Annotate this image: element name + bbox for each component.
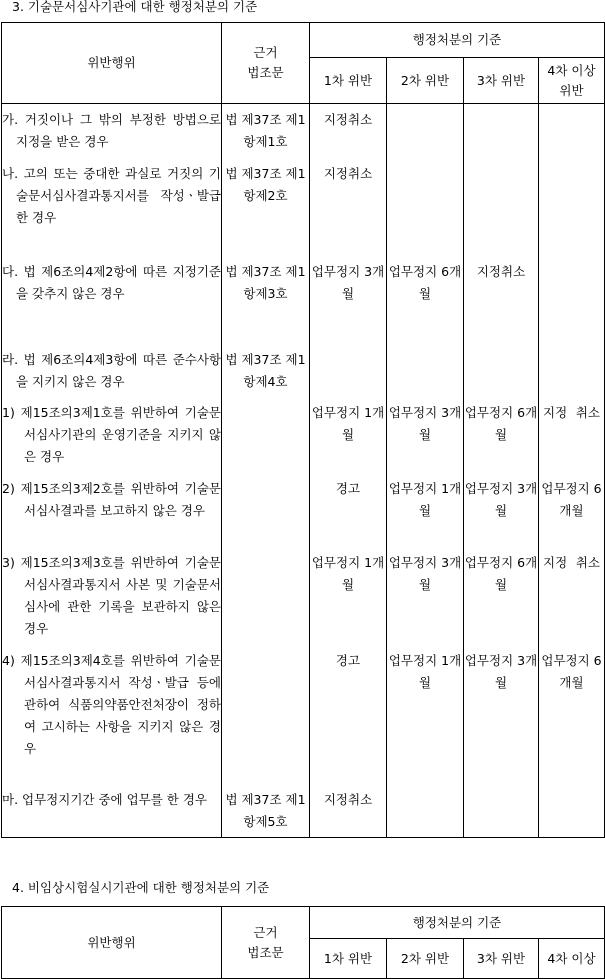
second-ra-3: 업무정지 3개월 [388, 555, 462, 592]
violation-column [2, 104, 222, 838]
violation-ra-3: 3) 제15조의3제3호를 위반하여 기술문서심사결과통지서 사본 및 기술문서심사에 관한 기록을 보관하지 않은 경우 [2, 555, 221, 636]
section4-header-third: 3차 위반 [464, 939, 539, 979]
section4-header-criteria: 행정처분의 기준 [310, 907, 605, 939]
third-ra-3: 업무정지 6개월 [464, 555, 538, 592]
law-da: 법 제37조 제1항제3호 [225, 264, 306, 301]
violation-ga: 가. 거짓이나 그 밖의 부정한 방법으로 지정을 받은 경우 [2, 112, 221, 149]
section4-table [1, 906, 605, 979]
section3-table [1, 22, 605, 838]
law-na: 법 제37조 제1항제2호 [225, 166, 306, 203]
violation-ra: 라. 법 제6조의4제3항에 따른 준수사항을 지키지 않은 경우 [2, 352, 221, 389]
violation-ra-4: 4) 제15조의3제4호를 위반하여 기술문서심사결과통지서 작성ㆍ발급 등에 관하여 식품의약품안전처장이 정하여 고시하는 사항을 지키지 않은 경우 [2, 653, 221, 756]
first-ra-2: 경고 [335, 481, 361, 496]
section4-header-law-label: 근거 법조문 [247, 924, 284, 960]
violation-da: 다. 법 제6조의4제2항에 따른 지정기준을 갖추지 않은 경우 [2, 264, 221, 301]
law-ma: 법 제37조 제1항제5호 [225, 792, 306, 829]
third-column [464, 104, 539, 838]
fourth-ra-3: 지정 취소 [543, 555, 600, 570]
fourth-ra-1: 지정 취소 [543, 405, 600, 420]
section4-header-law [222, 907, 310, 979]
law-ga: 법 제37조 제1항제1호 [225, 112, 306, 149]
header-first: 1차 위반 [310, 58, 387, 104]
header-violation: 위반행위 [2, 23, 222, 104]
section4-header-second: 2차 위반 [387, 939, 464, 979]
header-fourth [539, 58, 605, 104]
second-da: 업무정지 6개월 [388, 264, 462, 301]
violation-na: 나. 고의 또는 중대한 과실로 거짓의 기술문서심사결과통지서를 작성ㆍ발급한 경우 [2, 166, 221, 225]
header-second: 2차 위반 [387, 58, 464, 104]
second-column [387, 104, 464, 838]
first-da: 업무정지 3개월 [311, 264, 385, 301]
first-ma: 지정취소 [323, 792, 373, 807]
first-ra-3: 업무정지 1개월 [311, 555, 385, 592]
first-ra-4: 경고 [335, 653, 361, 668]
fourth-column [539, 104, 605, 838]
third-ra-4: 업무정지 3개월 [464, 653, 538, 690]
second-ra-4: 업무정지 1개월 [388, 653, 462, 690]
first-na: 지정취소 [323, 166, 373, 181]
section4-header-fourth: 4차 이상 [539, 939, 605, 979]
fourth-ra-4: 업무정지 6개월 [541, 653, 602, 690]
violation-ra-1: 1) 제15조의3제1호를 위반하여 기술문서심사기관의 운영기준을 지키지 않은 경우 [2, 405, 221, 464]
header-law-label: 근거 법조문 [247, 45, 284, 80]
section4-heading: 4. 비임상시험실시기관에 대한 행정처분의 기준 [12, 880, 270, 895]
violation-ma: 마. 업무정지기간 중에 업무를 한 경우 [2, 792, 207, 807]
third-ra-1: 업무정지 6개월 [464, 405, 538, 442]
fourth-ra-2: 업무정지 6개월 [541, 481, 602, 518]
second-ra-1: 업무정지 3개월 [388, 405, 462, 442]
section3-heading: 3. 기술문서심사기관에 대한 행정처분의 기준 [12, 0, 258, 14]
header-criteria: 행정처분의 기준 [310, 23, 605, 58]
law-ra: 법 제37조 제1항제4호 [225, 352, 306, 389]
header-fourth-label: 4차 이상 위반 [547, 62, 596, 98]
third-da: 지정취소 [476, 264, 526, 279]
first-ga: 지정취소 [323, 112, 373, 127]
section4-header-first: 1차 위반 [310, 939, 387, 979]
law-column [222, 104, 310, 838]
third-ra-2: 업무정지 3개월 [464, 481, 538, 518]
section4-header-violation: 위반행위 [2, 907, 222, 979]
header-third: 3차 위반 [464, 58, 539, 104]
first-ra-1: 업무정지 1개월 [311, 405, 385, 442]
second-ra-2: 업무정지 1개월 [388, 481, 462, 518]
violation-ra-2: 2) 제15조의3제2호를 위반하여 기술문서심사결과를 보고하지 않은 경우 [2, 481, 221, 518]
first-column [310, 104, 387, 838]
header-law [222, 23, 310, 104]
